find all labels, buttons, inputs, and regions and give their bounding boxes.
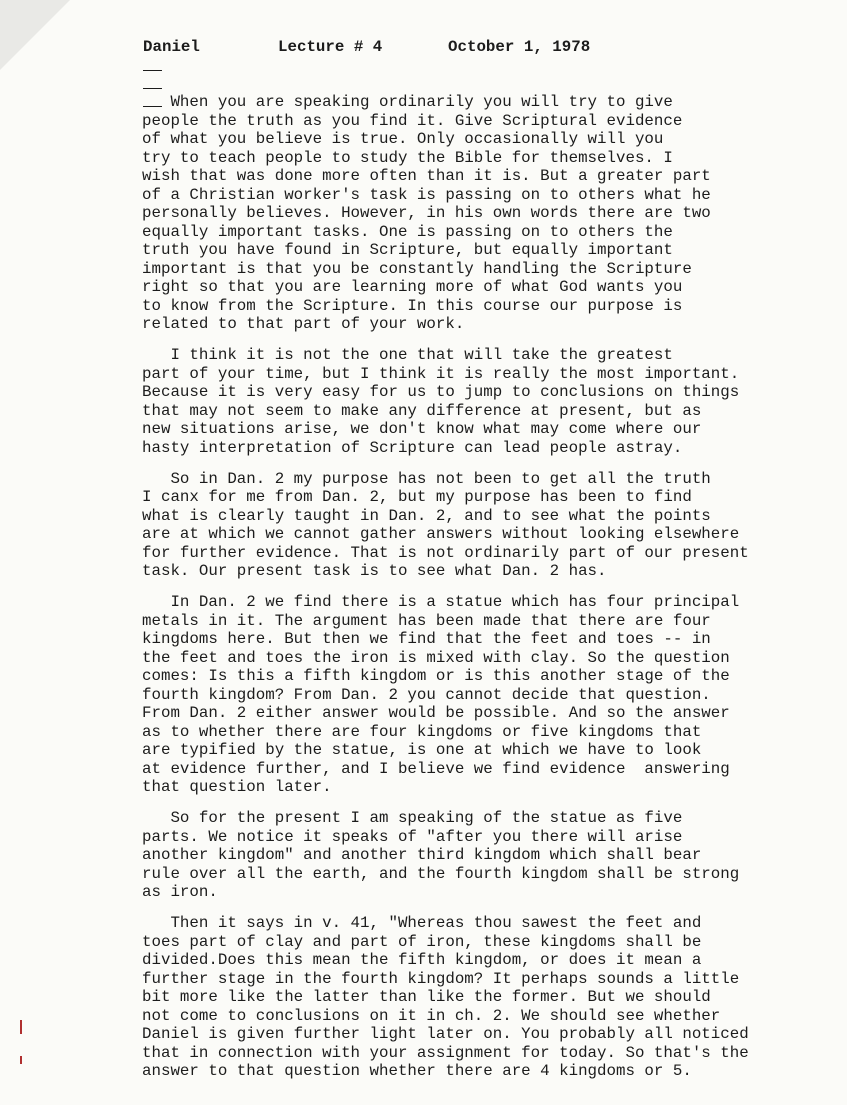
paragraph: [142, 346, 749, 457]
margin-mark: [20, 1020, 22, 1034]
paragraph: [142, 914, 749, 1081]
text-line: as to whether there are four kingdoms or five kingdoms that: [142, 722, 702, 741]
text-line: task. Our present task is to see what Dan. 2 has.: [142, 562, 607, 580]
page-corner-shadow: [0, 0, 70, 70]
text-line: part of your time, but I think it is really the most important.: [142, 364, 740, 383]
text-line: From Dan. 2 either answer would be possible. And so the answer: [142, 704, 730, 722]
text-line: not come to conclusions on it in ch. 2. We should see whether: [142, 1006, 721, 1025]
text-line: that in connection with your assignment for today. So that's the: [142, 1043, 749, 1062]
text-line: hasty interpretation of Scripture can lead people astray.: [142, 438, 683, 457]
paragraph: [142, 470, 749, 581]
text-line: toes part of clay and part of iron, these kingdoms shall be: [142, 932, 702, 951]
text-line: right so that you are learning more of what God wants you: [142, 278, 683, 296]
text-line: I think it is not the one that will take the greatest: [142, 346, 673, 364]
text-line: at evidence further, and I believe we find evidence answering: [142, 759, 730, 778]
text-line: In Dan. 2 we find there is a statue which has four principal: [142, 593, 740, 611]
header-lecture: Lecture # 4: [278, 38, 383, 56]
text-line: wish that was done more often than it is. But a greater part: [142, 167, 711, 185]
text-line: of a Christian worker's task is passing on to others what he: [142, 185, 711, 204]
text-line: kingdoms here. But then we find that the feet and toes -- in: [142, 630, 711, 648]
text-line: that may not seem to make any difference at present, but as: [142, 401, 702, 420]
text-line: for further evidence. That is not ordinarily part of our present: [142, 543, 749, 562]
text-line: personally believes. However, in his own words there are two: [142, 204, 711, 222]
text-line: Daniel is given further light later on. You probably all noticed: [142, 1025, 749, 1043]
text-line: further stage in the fourth kingdom? It perhaps sounds a little: [142, 969, 740, 988]
text-line: of what you believe is true. Only occasionally will you: [142, 130, 664, 148]
text-line: comes: Is this a fifth kingdom or is this another stage of the: [142, 667, 730, 685]
paragraph: [142, 809, 749, 902]
text-line: metals in it. The argument has been made that there are four: [142, 611, 711, 630]
text-line: new situations arise, we don't know what may come where our: [142, 420, 702, 438]
text-line: as iron.: [142, 883, 218, 901]
header-date: October 1, 1978: [448, 38, 591, 56]
paragraph: [142, 593, 749, 797]
text-line: divided.Does this mean the fifth kingdom, or does it mean a: [142, 951, 702, 969]
text-line: are typified by the statue, is one at which we have to look: [142, 741, 702, 759]
text-line: So in Dan. 2 my purpose has not been to get all the truth: [142, 469, 711, 488]
text-line: answer to that question whether there are 4 kingdoms or 5.: [142, 1062, 692, 1080]
text-line: are at which we cannot gather answers without looking elsewhere: [142, 525, 740, 543]
margin-mark: [20, 1056, 22, 1064]
text-line: So for the present I am speaking of the statue as five: [142, 809, 683, 827]
text-line: another kingdom" and another third kingdom which shall bear: [142, 846, 702, 864]
text-line: Then it says in v. 41, "Whereas thou sawest the feet and: [142, 914, 702, 932]
text-line: try to teach people to study the Bible for themselves. I: [142, 148, 673, 167]
text-line: equally important tasks. One is passing on to others the: [142, 222, 673, 241]
text-line: what is clearly taught in Dan. 2, and to see what the points: [142, 506, 711, 525]
text-line: important is that you be constantly handling the Scripture: [142, 259, 692, 278]
text-line: rule over all the earth, and the fourth kingdom shall be strong: [142, 864, 740, 883]
header-course: Daniel: [143, 38, 200, 56]
text-line: truth you have found in Scripture, but equally important: [142, 241, 673, 259]
document-body: [142, 93, 749, 1093]
text-line: the feet and toes the iron is mixed with clay. So the question: [142, 648, 730, 667]
text-line: to know from the Scripture. In this course our purpose is: [142, 296, 683, 315]
text-line: fourth kingdom? From Dan. 2 you cannot decide that question.: [142, 685, 711, 704]
text-line: people the truth as you find it. Give Scriptural evidence: [142, 111, 683, 130]
text-line: I canx for me from Dan. 2, but my purpose has been to find: [142, 488, 692, 506]
text-line: related to that part of your work.: [142, 315, 465, 333]
paragraph: [142, 93, 749, 334]
text-line: that question later.: [142, 778, 332, 796]
text-line: parts. We notice it speaks of "after you there will arise: [142, 827, 683, 846]
text-line: bit more like the latter than like the former. But we should: [142, 988, 711, 1006]
text-line: Because it is very easy for us to jump to conclusions on things: [142, 383, 740, 401]
text-line: When you are speaking ordinarily you will try to give: [142, 93, 673, 111]
